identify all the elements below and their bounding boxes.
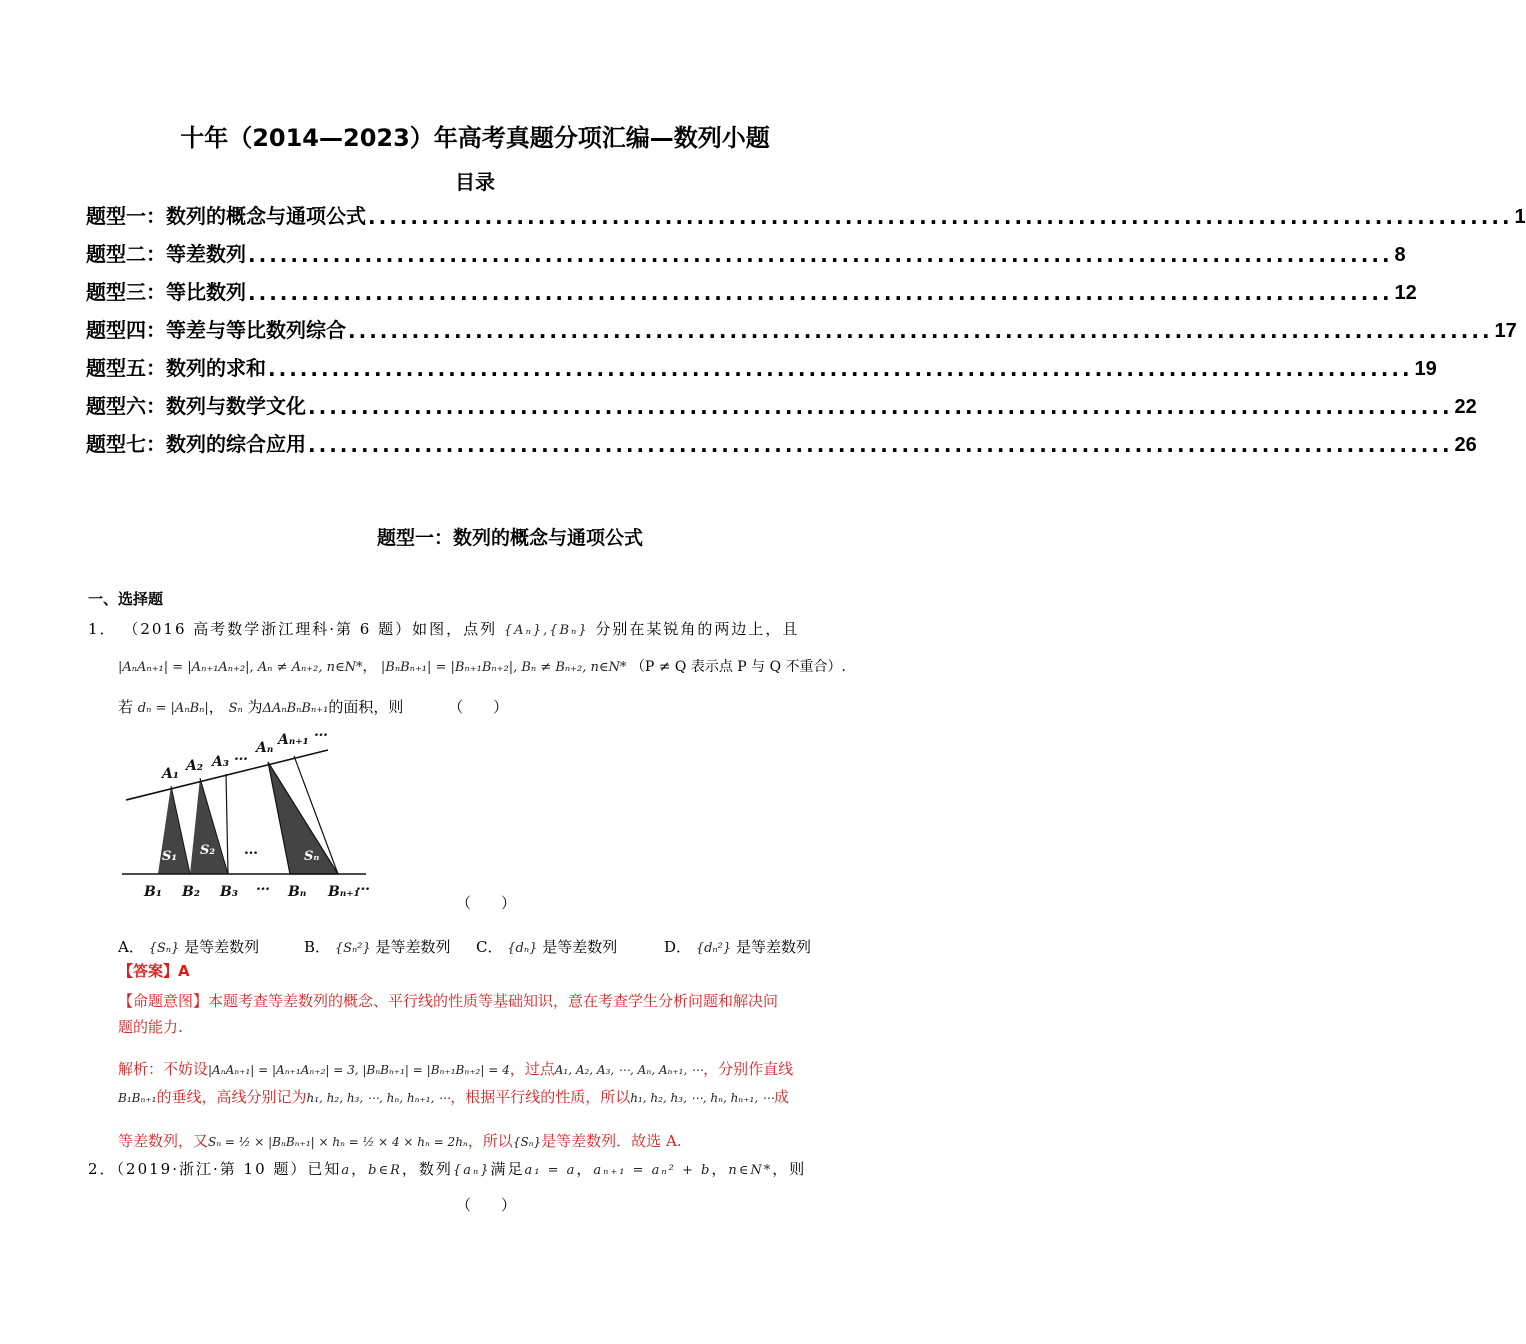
label-a3: A₃ — [212, 754, 229, 770]
toc-entry-page: 12 — [1394, 282, 1417, 304]
sol-math: B₁Bₙ₊₁ — [118, 1091, 157, 1105]
toc-entry-1[interactable] — [86, 199, 1526, 229]
label-b2: B₂ — [182, 884, 200, 900]
q2-text: （2019·浙江·第 10 题）已知 — [116, 1160, 342, 1178]
option-letter: A． — [118, 938, 144, 956]
q1-if: 若 — [118, 698, 134, 716]
q2-line-1 — [88, 1158, 806, 1179]
toc-entry-page: 1 — [1514, 206, 1526, 228]
toc-entry-4[interactable] — [86, 313, 1517, 343]
q1-number: 1． — [88, 620, 117, 638]
toc-entry-3[interactable] — [86, 275, 1417, 305]
q2-number: 2． — [88, 1160, 117, 1178]
option-text: 是等差数列 — [542, 938, 618, 956]
option-text: 是等差数列 — [735, 938, 811, 956]
q2-answer-blank: （ ） — [456, 1196, 517, 1214]
q1-not-coincide-note: （P ≠ Q 表示点 P 与 Q 不重合）. — [630, 659, 846, 675]
label-an: Aₙ — [256, 740, 274, 756]
q1-intent-line-1: 【命题意图】本题考查等差数列的概念、平行线的性质等基础知识，意在考查学生分析问题和解决问 — [118, 992, 779, 1010]
sol-text: ，过点 — [509, 1060, 555, 1078]
option-letter: B． — [304, 938, 331, 956]
q1-a-condition: |AₙAₙ₊₁| = |Aₙ₊₁Aₙ₊₂|, Aₙ ≠ Aₙ₊₂, n∈N* — [118, 660, 363, 675]
option-math: {Sₙ²} — [334, 941, 371, 956]
sol-math: h₁, h₂, h₃, ⋯, hₙ, hₙ₊₁, ⋯ — [630, 1091, 774, 1105]
label-an1: Aₙ₊₁ — [278, 732, 309, 748]
option-text: 是等差数列 — [184, 938, 260, 956]
q2-math: n∈N* — [728, 1163, 773, 1178]
toc-entry-7[interactable] — [86, 427, 1477, 457]
toc-entry-label: 题型六：数列与数学文化 — [86, 394, 306, 418]
label-s1: S₁ — [162, 849, 178, 864]
toc-entry-page: 22 — [1454, 396, 1477, 418]
toc-entry-label: 题型五：数列的求和 — [86, 356, 266, 380]
label-dots-bottom-end: … — [356, 878, 370, 894]
q1-option-d[interactable] — [664, 936, 811, 957]
sol-math: h₁, h₂, h₃, ⋯, hₙ, hₙ₊₁, ⋯ — [306, 1091, 451, 1105]
toc-entry-5[interactable] — [86, 351, 1437, 381]
toc-entry-label: 题型三：等比数列 — [86, 280, 246, 304]
q1-as: 为 — [247, 698, 263, 716]
sol-text: 的垂线，高线分别记为 — [156, 1088, 307, 1106]
q1-answer-blank-top: （ ） — [448, 698, 509, 716]
toc-leader-dots: ............................................................................................................ — [308, 433, 1453, 457]
q2-text: ， — [576, 1160, 594, 1178]
toc-entry-label: 题型二：等差数列 — [86, 242, 246, 266]
label-sn: Sₙ — [304, 849, 320, 864]
label-bn1: Bₙ₊₁ — [328, 884, 360, 900]
toc-entry-page: 26 — [1454, 434, 1477, 456]
toc-entry-label: 题型四：等差与等比数列综合 — [86, 318, 346, 342]
q1-line-3: 若 dₙ = |AₙBₙ|， Sₙ 为ΔAₙBₙBₙ₊₁的面积，则 （ ） — [118, 698, 509, 716]
toc-entry-label: 题型一：数列的概念与通项公式 — [86, 204, 366, 228]
q2-text: ，数列 — [401, 1160, 453, 1178]
option-math: {Sₙ} — [148, 941, 180, 956]
sol-text: 等差数列，又 — [118, 1132, 209, 1150]
q1-line1-end: 分别在某锐角的两边上，且 — [595, 620, 800, 638]
q2-math: {aₙ} — [452, 1163, 491, 1178]
q1-area-then: 的面积，则 — [328, 698, 404, 716]
sol-text: 是等差数列．故选 A. — [541, 1132, 682, 1150]
a3-b3-segment — [226, 774, 228, 874]
q1-answer-blank: （ ） — [456, 894, 517, 912]
label-dots-top-end: … — [314, 724, 328, 740]
q1-line-1 — [88, 618, 799, 639]
toc-leader-dots: ............................................................................................................ — [248, 281, 1393, 305]
sol-text: 成 — [773, 1088, 789, 1106]
subsection-heading: 一、选择题 — [88, 590, 164, 608]
toc-leader-dots: ............................................................................................................ — [268, 357, 1413, 381]
q2-text: ， — [711, 1160, 729, 1178]
q1-option-c[interactable] — [476, 936, 617, 957]
toc-entry-2[interactable] — [86, 237, 1406, 267]
q1-source: （2016 高考数学浙江理科·第 6 题）如图，点列 — [123, 620, 498, 638]
q1-intent-line-2: 题的能力. — [118, 1018, 183, 1036]
sol-text: ，根据平行线的性质，所以 — [450, 1088, 631, 1106]
label-dots-mid: … — [244, 842, 258, 858]
q1-answer: 【答案】A — [118, 962, 190, 980]
q1-solution-line-2 — [118, 1086, 789, 1107]
option-math: {dₙ} — [507, 941, 538, 956]
q1-point-sequences: {Aₙ},{Bₙ} — [503, 623, 589, 638]
toc-leader-dots: ............................................................................................................ — [368, 205, 1513, 229]
toc-leader-dots: ............................................................................................................ — [308, 395, 1453, 419]
q2-math: a — [341, 1163, 352, 1178]
label-dots-top: … — [234, 748, 248, 764]
option-letter: C． — [476, 938, 503, 956]
q1-solution-line-3 — [118, 1130, 682, 1151]
sol-text: 解析：不妨设 — [118, 1060, 209, 1078]
toc-entry-label: 题型七：数列的综合应用 — [86, 432, 306, 456]
document-title: 十年（2014—2023）年高考真题分项汇编—数列小题 — [180, 124, 770, 152]
q1-option-a[interactable] — [118, 936, 259, 957]
toc-entry-page: 19 — [1414, 358, 1437, 380]
sol-text: ，分别作直线 — [703, 1060, 794, 1078]
toc-entry-page: 17 — [1494, 320, 1517, 342]
q1-line-2: |AₙAₙ₊₁| = |Aₙ₊₁Aₙ₊₂|, Aₙ ≠ Aₙ₊₂, n∈N*， |BₙBₙ₊₁| = |Bₙ₊₁Bₙ₊₂|, Bₙ ≠ Bₙ₊₂, n∈N* （P ≠ Q 表示点 P 与 Q 不重合）. — [118, 659, 846, 675]
option-math: {dₙ²} — [695, 941, 732, 956]
toc-entry-6[interactable] — [86, 389, 1477, 419]
q1-s-symbol: Sₙ — [228, 701, 243, 716]
option-text: 是等差数列 — [375, 938, 451, 956]
q1-solution-line-1 — [118, 1058, 793, 1079]
q2-text: 满足 — [490, 1160, 525, 1178]
label-b3: B₃ — [220, 884, 238, 900]
label-a1: A₁ — [162, 766, 179, 782]
q1-triangle: ΔAₙBₙBₙ₊₁ — [262, 701, 329, 716]
section-title: 题型一：数列的概念与通项公式 — [376, 527, 643, 549]
q1-d-def: dₙ = |AₙBₙ| — [137, 701, 209, 716]
q2-text: ， — [351, 1160, 369, 1178]
sol-math: Sₙ = ½ × |BₙBₙ₊₁| × hₙ = ½ × 4 × hₙ = 2hₙ — [208, 1135, 468, 1149]
q1-option-b[interactable] — [304, 936, 451, 957]
q2-text: ，则 — [772, 1160, 807, 1178]
label-b1: B₁ — [144, 884, 162, 900]
toc-entry-page: 8 — [1394, 244, 1406, 266]
q2-math: a₁ = a — [524, 1163, 577, 1178]
sol-text: ，所以 — [467, 1132, 513, 1150]
label-s2: S₂ — [200, 843, 216, 858]
q2-math: b∈R — [368, 1163, 402, 1178]
q1-figure — [118, 726, 386, 904]
option-letter: D． — [664, 938, 692, 956]
triangle-s2 — [190, 778, 228, 874]
q1-b-condition: |BₙBₙ₊₁| = |Bₙ₊₁Bₙ₊₂|, Bₙ ≠ Bₙ₊₂, n∈N* — [380, 660, 627, 675]
sol-math: A₁, A₂, A₃, ⋯, Aₙ, Aₙ₊₁, ⋯ — [554, 1063, 704, 1077]
toc-leader-dots: ............................................................................................................ — [248, 243, 1393, 267]
toc-heading: 目录 — [455, 170, 495, 194]
q2-math: aₙ₊₁ = aₙ² + b — [593, 1163, 712, 1178]
sol-math: |AₙAₙ₊₁| = |Aₙ₊₁Aₙ₊₂| = 3, |BₙBₙ₊₁| = |Bₙ₊₁Bₙ₊₂| = 4 — [208, 1063, 510, 1077]
label-dots-bottom: … — [256, 878, 270, 894]
sol-math: {Sₙ} — [512, 1135, 542, 1149]
toc-leader-dots: ............................................................................................................ — [348, 319, 1493, 343]
label-a2: A₂ — [186, 758, 203, 774]
label-bn: Bₙ — [288, 884, 307, 900]
